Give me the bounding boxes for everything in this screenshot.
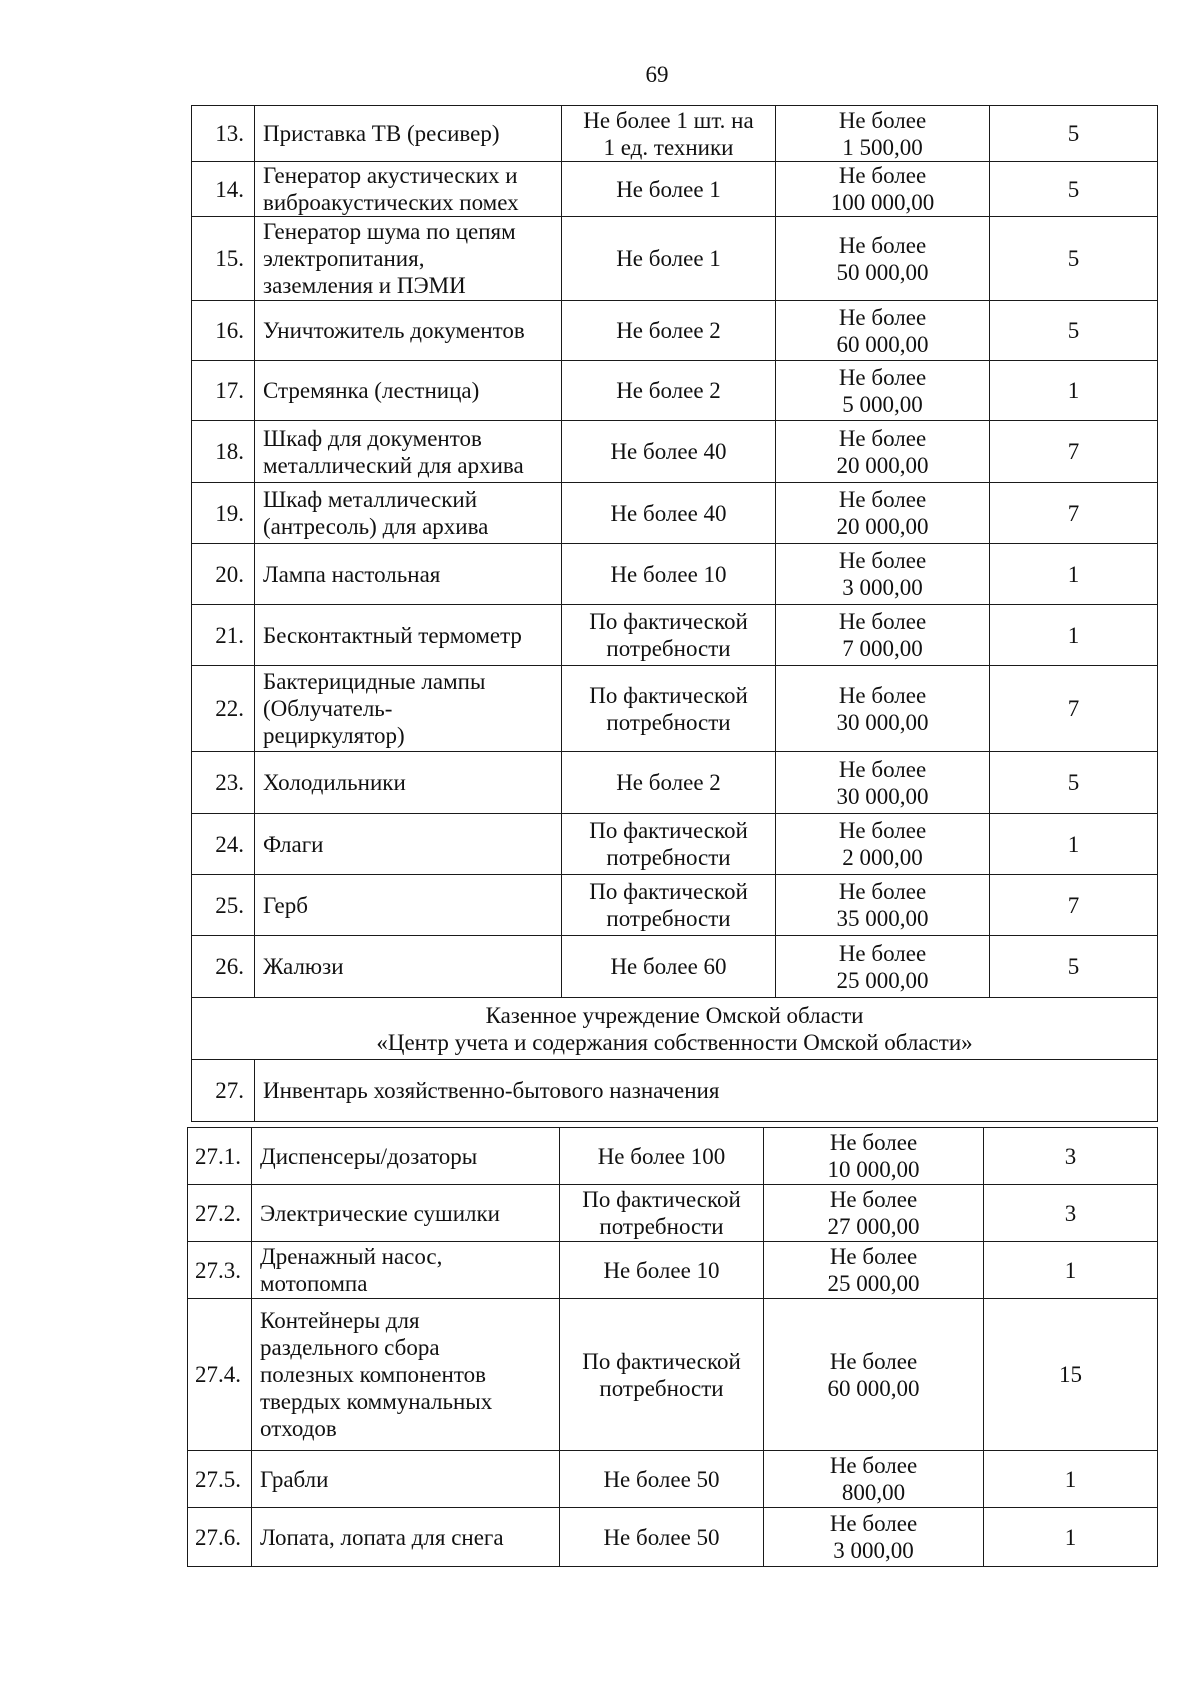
item-price — [776, 421, 990, 483]
table-row — [188, 1508, 1158, 1567]
item-name — [255, 483, 562, 544]
table-row — [192, 666, 1158, 752]
item-name-line: (Облучатель- — [263, 696, 393, 721]
item-service-life: 7 — [990, 875, 1158, 936]
item-price — [776, 106, 990, 162]
item-name-line: Электрические сушилки — [260, 1200, 500, 1226]
item-price-line: 35 000,00 — [836, 906, 929, 931]
item-price — [776, 875, 990, 936]
item-price-line: Не более — [838, 609, 927, 634]
item-price — [776, 361, 990, 421]
item-quantity — [562, 814, 776, 875]
item-price-line: 27 000,00 — [827, 1214, 920, 1239]
item-name-line: Лампа настольная — [263, 561, 441, 587]
item-quantity-line: Не более 60 — [610, 954, 727, 979]
item-service-life: 1 — [984, 1508, 1158, 1567]
table-row — [192, 483, 1158, 544]
item-price-line: Не более — [838, 304, 927, 330]
item-quantity — [562, 106, 776, 162]
item-price-line: 20 000,00 — [836, 452, 929, 478]
item-name — [255, 875, 562, 936]
item-quantity — [560, 1508, 764, 1567]
item-quantity — [560, 1299, 764, 1451]
item-quantity-line: потребности — [599, 1214, 724, 1239]
item-quantity — [562, 936, 776, 998]
item-price — [764, 1128, 984, 1185]
item-service-life: 3 — [984, 1128, 1158, 1185]
item-price-line: Не более — [838, 756, 927, 782]
item-quantity-line: Не более 50 — [603, 1466, 720, 1492]
item-quantity — [562, 301, 776, 361]
item-number: 17. — [192, 361, 255, 421]
item-name-line: виброакустических помех — [263, 190, 519, 215]
item-quantity-line: потребности — [606, 845, 731, 870]
item-name-line: Шкаф металлический — [263, 487, 478, 512]
item-number: 15. — [192, 217, 255, 301]
item-service-life: 1 — [990, 814, 1158, 875]
item-price — [776, 814, 990, 875]
item-number: 23. — [192, 752, 255, 814]
table-row — [192, 421, 1158, 483]
item-number: 16. — [192, 301, 255, 361]
item-name-line: Шкаф для документов — [263, 425, 482, 451]
item-name — [255, 421, 562, 483]
table-row — [188, 1299, 1158, 1451]
item-price-line: 60 000,00 — [836, 331, 929, 357]
item-price — [764, 1451, 984, 1508]
item-quantity — [560, 1451, 764, 1508]
table-row — [188, 1128, 1158, 1185]
item-price-line: 7 000,00 — [842, 636, 923, 661]
item-quantity — [562, 875, 776, 936]
item-quantity-line: По фактической — [589, 682, 748, 708]
item-name-line: твердых коммунальных — [260, 1389, 493, 1414]
item-name-line: заземления и ПЭМИ — [263, 273, 466, 298]
item-number: 19. — [192, 483, 255, 544]
item-quantity — [562, 605, 776, 666]
item-name — [252, 1185, 560, 1242]
item-quantity-line: Не более 2 — [616, 770, 721, 795]
item-name-line: Дренажный насос, — [260, 1244, 443, 1269]
item-name-line: (антресоль) для архива — [263, 514, 489, 539]
item-name-line: раздельного сбора — [260, 1335, 440, 1360]
item-quantity — [560, 1128, 764, 1185]
item-name — [255, 301, 562, 361]
item-name-line: полезных компонентов — [260, 1362, 486, 1387]
item-name — [252, 1508, 560, 1567]
item-quantity — [562, 483, 776, 544]
item-price — [776, 544, 990, 605]
item-number: 27.3. — [188, 1242, 252, 1299]
norms-table-upper — [191, 105, 1158, 1122]
item-quantity — [562, 162, 776, 217]
item-name-line: Герб — [263, 892, 308, 918]
item-name — [252, 1451, 560, 1508]
item-price-line: Не более — [838, 232, 927, 258]
item-service-life: 1 — [990, 361, 1158, 421]
item-quantity-line: Не более 40 — [610, 500, 727, 526]
item-name-line: Жалюзи — [263, 954, 344, 979]
item-quantity-line: потребности — [599, 1375, 724, 1401]
item-service-life: 7 — [990, 421, 1158, 483]
item-quantity — [562, 361, 776, 421]
item-price-line: Не более — [838, 107, 927, 133]
group-row — [192, 1060, 1158, 1122]
item-name-line: Бесконтактный термометр — [263, 622, 522, 648]
item-name-line: Лопата, лопата для снега — [260, 1524, 504, 1550]
item-name-line: металлический для архива — [263, 452, 524, 478]
item-quantity-line: По фактической — [589, 609, 748, 634]
item-quantity — [562, 544, 776, 605]
item-price-line: 3 000,00 — [842, 575, 923, 600]
item-quantity — [560, 1242, 764, 1299]
item-number: 18. — [192, 421, 255, 483]
item-price-line: 3 000,00 — [833, 1538, 914, 1563]
item-number: 27.2. — [188, 1185, 252, 1242]
table-row — [188, 1451, 1158, 1508]
item-number: 25. — [192, 875, 255, 936]
item-price — [776, 217, 990, 301]
item-name-line: электропитания, — [263, 246, 425, 271]
item-number: 22. — [192, 666, 255, 752]
item-quantity-line: потребности — [606, 636, 731, 661]
item-quantity-line: 1 ед. техники — [603, 134, 734, 160]
item-service-life: 7 — [990, 483, 1158, 544]
item-price-line: Не более — [829, 1187, 918, 1212]
table-row — [192, 361, 1158, 421]
table-row — [192, 106, 1158, 162]
item-number: 24. — [192, 814, 255, 875]
item-price-line: 30 000,00 — [836, 709, 929, 735]
item-number: 27.5. — [188, 1451, 252, 1508]
item-quantity-line: Не более 50 — [603, 1524, 720, 1550]
item-name-line: Генератор акустических и — [263, 163, 518, 188]
item-number: 27.6. — [188, 1508, 252, 1567]
item-name-line: Бактерицидные лампы — [263, 669, 486, 694]
item-price-line: 25 000,00 — [827, 1271, 920, 1296]
table-row — [188, 1242, 1158, 1299]
item-price-line: Не более — [838, 940, 927, 966]
item-price-line: Не более — [829, 1130, 918, 1155]
item-service-life: 1 — [984, 1242, 1158, 1299]
item-price-line: 800,00 — [841, 1480, 906, 1505]
item-price-line: Не более — [838, 682, 927, 708]
item-quantity-line: Не более 1 — [616, 176, 721, 202]
item-quantity-line: Не более 2 — [616, 318, 721, 343]
item-service-life: 1 — [984, 1451, 1158, 1508]
page-number: 69 — [645, 62, 669, 87]
section-header-row — [192, 998, 1158, 1060]
item-name — [255, 605, 562, 666]
item-price-line: Не более — [838, 364, 927, 390]
norms-table-lower — [187, 1127, 1158, 1567]
item-name-line: Уничтожитель документов — [263, 318, 525, 343]
table-row — [188, 1185, 1158, 1242]
item-number: 20. — [192, 544, 255, 605]
item-price-line: Не более — [838, 548, 927, 573]
item-price — [776, 936, 990, 998]
item-price-line: Не более — [838, 163, 927, 188]
item-quantity-line: По фактической — [582, 1187, 741, 1212]
item-price-line: 50 000,00 — [836, 259, 929, 285]
table-row — [192, 544, 1158, 605]
item-service-life: 1 — [990, 544, 1158, 605]
item-name — [255, 217, 562, 301]
item-quantity-line: Не более 100 — [597, 1143, 726, 1169]
item-number: 27.1. — [188, 1128, 252, 1185]
table-row — [192, 875, 1158, 936]
item-service-life: 5 — [990, 301, 1158, 361]
item-service-life: 5 — [990, 162, 1158, 217]
item-quantity-line: потребности — [606, 906, 731, 931]
item-quantity-line: По фактической — [589, 879, 748, 904]
institution-name: Казенное учреждение Омской области «Центр учета и содержания собственности Омской области» — [192, 998, 1158, 1060]
item-name-line: Генератор шума по цепям — [263, 219, 516, 244]
item-name — [255, 361, 562, 421]
item-name-line: рециркулятор) — [263, 723, 405, 748]
item-price-line: 5 000,00 — [842, 391, 923, 417]
item-service-life: 3 — [984, 1185, 1158, 1242]
item-price — [764, 1299, 984, 1451]
item-service-life: 1 — [990, 605, 1158, 666]
item-service-life: 5 — [990, 106, 1158, 162]
item-quantity-line: потребности — [606, 709, 731, 735]
item-quantity-line: Не более 40 — [610, 439, 727, 464]
group-name: Инвентарь хозяйственно-бытового назначения — [255, 1060, 1158, 1122]
table-row — [192, 605, 1158, 666]
item-price — [764, 1508, 984, 1567]
item-service-life: 5 — [990, 936, 1158, 998]
item-price — [776, 605, 990, 666]
item-name-line: Контейнеры для — [260, 1308, 420, 1333]
item-price-line: 30 000,00 — [836, 783, 929, 809]
item-price-line: Не более — [829, 1453, 918, 1478]
group-number: 27. — [192, 1060, 255, 1122]
item-quantity-line: Не более 1 шт. на — [583, 107, 754, 133]
item-name — [255, 162, 562, 217]
item-price-line: Не более — [829, 1511, 918, 1536]
item-quantity — [562, 217, 776, 301]
item-price — [776, 301, 990, 361]
item-name — [252, 1299, 560, 1451]
item-price — [764, 1242, 984, 1299]
item-name — [255, 544, 562, 605]
item-name-line: отходов — [260, 1416, 337, 1441]
item-price-line: Не более — [838, 425, 927, 451]
item-number: 27.4. — [188, 1299, 252, 1451]
item-quantity — [562, 666, 776, 752]
item-quantity-line: Не более 2 — [616, 378, 721, 403]
item-name-line: Грабли — [260, 1466, 329, 1492]
item-name — [255, 752, 562, 814]
item-number: 13. — [192, 106, 255, 162]
item-service-life: 15 — [984, 1299, 1158, 1451]
item-quantity-line: Не более 1 — [616, 246, 721, 271]
item-number: 14. — [192, 162, 255, 217]
item-price-line: 20 000,00 — [836, 514, 929, 539]
item-price-line: 25 000,00 — [836, 967, 929, 993]
item-price-line: Не более — [838, 879, 927, 904]
item-price-line: Не более — [829, 1244, 918, 1269]
item-name-line: Приставка ТВ (ресивер) — [263, 121, 500, 146]
item-name-line: Холодильники — [263, 770, 406, 795]
item-name-line: Стремянка (лестница) — [263, 378, 480, 403]
table-row — [192, 936, 1158, 998]
item-price-line: 2 000,00 — [842, 845, 923, 870]
item-price — [776, 666, 990, 752]
table-row — [192, 301, 1158, 361]
item-price-line: Не более — [838, 818, 927, 843]
item-quantity-line: По фактической — [589, 818, 748, 843]
item-price — [776, 483, 990, 544]
item-quantity-line: Не более 10 — [610, 561, 727, 587]
item-name — [255, 106, 562, 162]
item-price-line: 60 000,00 — [827, 1375, 920, 1401]
item-name-line: Флаги — [263, 831, 324, 857]
table-row — [192, 752, 1158, 814]
item-service-life: 5 — [990, 752, 1158, 814]
item-price — [776, 162, 990, 217]
item-name-line: мотопомпа — [260, 1271, 368, 1296]
table-row — [192, 217, 1158, 301]
item-quantity-line: По фактической — [582, 1348, 741, 1374]
item-name — [255, 936, 562, 998]
item-number: 21. — [192, 605, 255, 666]
item-name — [252, 1128, 560, 1185]
item-price-line: 1 500,00 — [842, 134, 923, 160]
table-row — [192, 162, 1158, 217]
item-quantity — [562, 752, 776, 814]
item-price-line: 10 000,00 — [827, 1157, 920, 1182]
item-price-line: Не более — [829, 1348, 918, 1374]
item-price-line: Не более — [838, 487, 927, 512]
item-quantity — [562, 421, 776, 483]
item-price — [764, 1185, 984, 1242]
item-quantity-line: Не более 10 — [603, 1257, 720, 1283]
item-name — [255, 814, 562, 875]
item-service-life: 7 — [990, 666, 1158, 752]
item-service-life: 5 — [990, 217, 1158, 301]
item-name-line: Диспенсеры/дозаторы — [260, 1143, 478, 1169]
item-price-line: 100 000,00 — [830, 190, 935, 215]
item-name — [255, 666, 562, 752]
item-quantity — [560, 1185, 764, 1242]
item-price — [776, 752, 990, 814]
table-row — [192, 814, 1158, 875]
item-name — [252, 1242, 560, 1299]
item-number: 26. — [192, 936, 255, 998]
